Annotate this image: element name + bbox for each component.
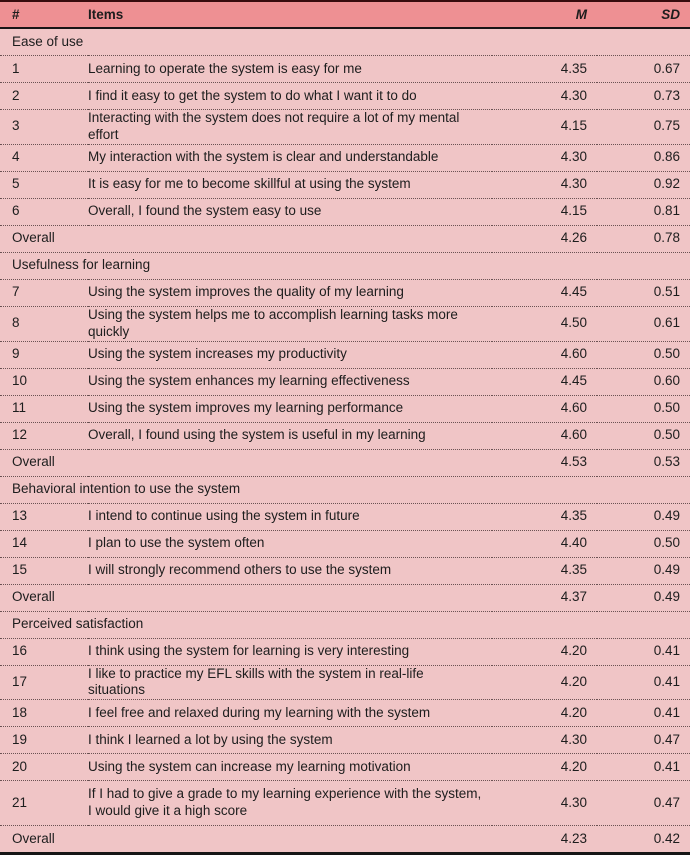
item-mean-value: 4.30 [492, 727, 597, 754]
item-sd-value: 0.41 [597, 700, 690, 727]
overall-label: Overall [0, 225, 492, 252]
table-header-row [0, 1, 690, 28]
overall-mean-value: 4.53 [492, 449, 597, 476]
item-text [88, 395, 492, 422]
overall-row [0, 225, 690, 252]
item-text [88, 781, 492, 826]
item-mean-value: 4.60 [492, 422, 597, 449]
item-text-line: Overall, I found the system easy to use [88, 203, 322, 219]
section-row [0, 476, 690, 503]
item-row [0, 781, 690, 826]
item-row [0, 306, 690, 341]
item-text-line: Overall, I found using the system is useful in my learning [88, 427, 426, 443]
item-mean-value: 4.30 [492, 144, 597, 171]
item-sd-value: 0.92 [597, 171, 690, 198]
overall-sd-value: 0.53 [597, 449, 690, 476]
item-text [88, 727, 492, 754]
item-mean-value: 4.20 [492, 700, 597, 727]
item-text-line: Using the system increases my productivity [88, 346, 347, 362]
item-number: 10 [0, 368, 88, 395]
item-row [0, 395, 690, 422]
item-row [0, 110, 690, 145]
item-mean-value: 4.60 [492, 341, 597, 368]
item-mean-value: 4.45 [492, 279, 597, 306]
item-row [0, 171, 690, 198]
item-number: 11 [0, 395, 88, 422]
item-text-line: If I had to give a grade to my learning experience with the system, [88, 786, 482, 802]
item-mean-value: 4.30 [492, 171, 597, 198]
item-mean-value: 4.50 [492, 306, 597, 341]
item-text-line: Using the system improves the quality of my learning [88, 284, 404, 300]
item-text [88, 368, 492, 395]
item-number: 1 [0, 56, 88, 83]
item-text [88, 144, 492, 171]
section-row [0, 611, 690, 638]
item-sd-value: 0.47 [597, 781, 690, 826]
item-text-line: I intend to continue using the system in future [88, 508, 360, 524]
item-text-line: My interaction with the system is clear and understandable [88, 149, 439, 165]
item-text-line: Using the system enhances my learning effectiveness [88, 373, 410, 389]
item-number: 19 [0, 727, 88, 754]
item-row [0, 638, 690, 665]
item-row [0, 503, 690, 530]
item-mean-value: 4.35 [492, 503, 597, 530]
item-text [88, 56, 492, 83]
item-text-line: Interacting with the system does not require a lot of my mental effort [88, 110, 460, 142]
item-row [0, 530, 690, 557]
item-row [0, 341, 690, 368]
item-sd-value: 0.50 [597, 422, 690, 449]
item-text-line: It is easy for me to become skillful at using the system [88, 176, 411, 192]
item-mean-value: 4.15 [492, 198, 597, 225]
section-row [0, 252, 690, 279]
item-text [88, 306, 492, 341]
item-number: 4 [0, 144, 88, 171]
item-mean-value: 4.20 [492, 754, 597, 781]
item-text [88, 638, 492, 665]
item-number: 6 [0, 198, 88, 225]
item-sd-value: 0.49 [597, 503, 690, 530]
item-sd-value: 0.61 [597, 306, 690, 341]
item-text [88, 279, 492, 306]
section-title: Perceived satisfaction [0, 611, 690, 638]
item-mean-value: 4.20 [492, 638, 597, 665]
overall-mean-value: 4.37 [492, 584, 597, 611]
item-number: 5 [0, 171, 88, 198]
overall-row [0, 584, 690, 611]
item-sd-value: 0.50 [597, 341, 690, 368]
item-mean-value: 4.20 [492, 665, 597, 700]
item-number: 15 [0, 557, 88, 584]
item-text [88, 171, 492, 198]
item-mean-value: 4.15 [492, 110, 597, 145]
item-number: 9 [0, 341, 88, 368]
item-mean-value: 4.40 [492, 530, 597, 557]
item-number: 20 [0, 754, 88, 781]
item-sd-value: 0.41 [597, 665, 690, 700]
section-title: Ease of use [0, 28, 690, 56]
item-text [88, 198, 492, 225]
item-sd-value: 0.67 [597, 56, 690, 83]
overall-row [0, 826, 690, 854]
overall-label: Overall [0, 826, 492, 854]
item-sd-value: 0.47 [597, 727, 690, 754]
item-text [88, 700, 492, 727]
overall-row [0, 449, 690, 476]
item-number: 14 [0, 530, 88, 557]
item-sd-value: 0.49 [597, 557, 690, 584]
item-text-line: Learning to operate the system is easy for me [88, 60, 362, 76]
item-sd-value: 0.50 [597, 530, 690, 557]
overall-sd-value: 0.78 [597, 225, 690, 252]
column-header-items: Items [88, 1, 492, 28]
item-number: 18 [0, 700, 88, 727]
item-row [0, 368, 690, 395]
overall-mean-value: 4.26 [492, 225, 597, 252]
overall-mean-value: 4.23 [492, 826, 597, 854]
item-text [88, 754, 492, 781]
item-text-line: Using the system helps me to accomplish learning tasks more quickly [88, 306, 458, 339]
item-row [0, 422, 690, 449]
section-row [0, 28, 690, 56]
item-text [88, 665, 492, 700]
item-text [88, 530, 492, 557]
section-title: Behavioral intention to use the system [0, 476, 690, 503]
item-text-line: I find it easy to get the system to do what I want it to do [88, 87, 417, 103]
item-text [88, 341, 492, 368]
item-sd-value: 0.81 [597, 198, 690, 225]
column-header-sd: SD [597, 1, 690, 28]
item-text-line: I think using the system for learning is very interesting [88, 643, 410, 659]
item-number: 2 [0, 83, 88, 110]
column-header-mean: M [492, 1, 597, 28]
item-text [88, 110, 492, 145]
item-text-line: I will strongly recommend others to use the system [88, 562, 392, 578]
item-row [0, 665, 690, 700]
item-sd-value: 0.75 [597, 110, 690, 145]
item-row [0, 56, 690, 83]
item-text [88, 503, 492, 530]
item-sd-value: 0.41 [597, 638, 690, 665]
item-number: 3 [0, 110, 88, 145]
item-row [0, 144, 690, 171]
item-text [88, 557, 492, 584]
item-text-line: Using the system improves my learning performance [88, 400, 404, 416]
item-text-line: I would give it a high score [88, 803, 248, 819]
item-sd-value: 0.86 [597, 144, 690, 171]
overall-label: Overall [0, 449, 492, 476]
item-mean-value: 4.35 [492, 56, 597, 83]
item-mean-value: 4.30 [492, 83, 597, 110]
item-row [0, 557, 690, 584]
item-text-line: Using the system can increase my learning motivation [88, 758, 411, 774]
item-number: 17 [0, 665, 88, 700]
item-number: 21 [0, 781, 88, 826]
item-mean-value: 4.60 [492, 395, 597, 422]
item-row [0, 700, 690, 727]
overall-sd-value: 0.42 [597, 826, 690, 854]
item-text-line: I plan to use the system often [88, 535, 265, 551]
item-text-line: I like to practice my EFL skills with the system in real-life situations [88, 665, 424, 698]
item-row [0, 83, 690, 110]
item-text-line: I feel free and relaxed during my learning with the system [88, 704, 431, 720]
item-number: 7 [0, 279, 88, 306]
item-text-line: I think I learned a lot by using the system [88, 731, 333, 747]
item-text [88, 83, 492, 110]
overall-label: Overall [0, 584, 492, 611]
item-sd-value: 0.41 [597, 754, 690, 781]
item-sd-value: 0.73 [597, 83, 690, 110]
item-sd-value: 0.50 [597, 395, 690, 422]
item-row [0, 279, 690, 306]
item-row [0, 727, 690, 754]
item-number: 16 [0, 638, 88, 665]
item-sd-value: 0.60 [597, 368, 690, 395]
item-number: 12 [0, 422, 88, 449]
item-text [88, 422, 492, 449]
column-header-number: # [0, 1, 88, 28]
item-number: 8 [0, 306, 88, 341]
item-row [0, 198, 690, 225]
item-mean-value: 4.30 [492, 781, 597, 826]
item-mean-value: 4.45 [492, 368, 597, 395]
item-number: 13 [0, 503, 88, 530]
item-sd-value: 0.51 [597, 279, 690, 306]
item-row [0, 754, 690, 781]
item-mean-value: 4.35 [492, 557, 597, 584]
section-title: Usefulness for learning [0, 252, 690, 279]
overall-sd-value: 0.49 [597, 584, 690, 611]
